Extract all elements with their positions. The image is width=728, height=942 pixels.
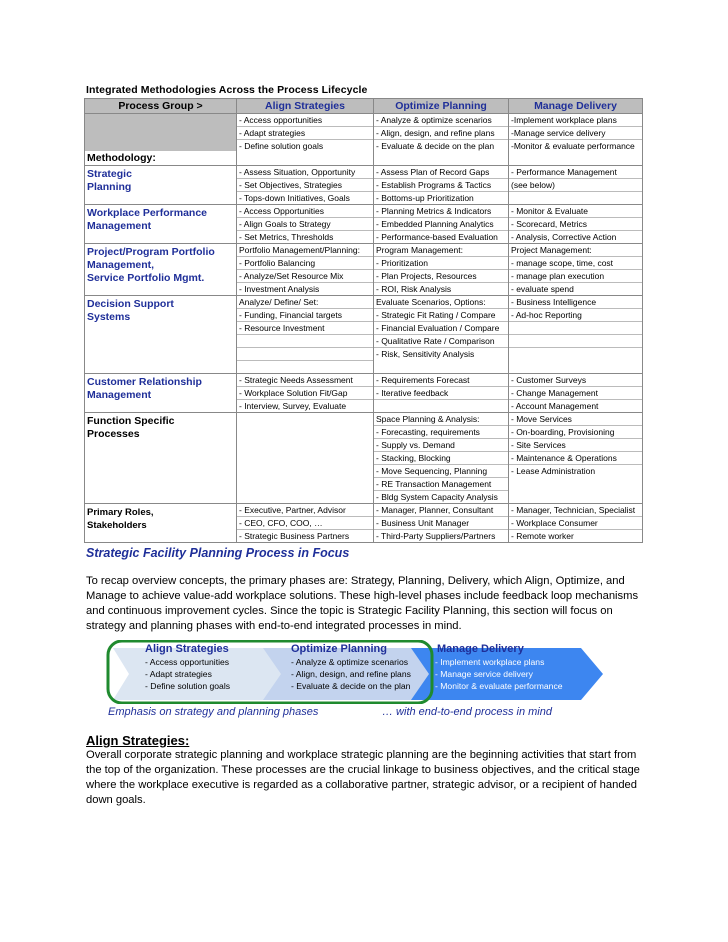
cell-line bbox=[237, 413, 373, 425]
table-cell bbox=[509, 296, 643, 374]
cell-line: - Embedded Planning Analytics bbox=[374, 217, 508, 230]
cell-line: - Move Services bbox=[511, 414, 572, 424]
table-cell bbox=[374, 205, 509, 244]
cell-line: - Forecasting, requirements bbox=[374, 425, 508, 438]
emphasis-left: Emphasis on strategy and planning phases bbox=[108, 706, 319, 718]
table-caption: Integrated Methodologies Across the Process Lifecycle bbox=[86, 84, 368, 96]
phase-item: - Evaluate & decide on the plan bbox=[291, 681, 411, 691]
cell-line: - RE Transaction Management bbox=[374, 477, 508, 490]
cell-line: - Workplace Consumer bbox=[509, 516, 642, 529]
align-heading: Align Strategies: bbox=[86, 733, 190, 748]
phase-item: - Manage service delivery bbox=[435, 669, 533, 679]
cell-line: - Access opportunities bbox=[239, 115, 323, 125]
cell-line: -Monitor & evaluate performance bbox=[509, 139, 642, 152]
cell-line: - Third-Party Suppliers/Partners bbox=[374, 529, 508, 542]
table-row bbox=[85, 166, 643, 205]
cell-line: - Align Goals to Strategy bbox=[237, 217, 373, 230]
cell-line: - Iterative feedback bbox=[374, 386, 508, 399]
cell-line: - Risk, Sensitivity Analysis bbox=[374, 347, 508, 360]
cell-line bbox=[509, 347, 642, 360]
table-row bbox=[85, 413, 643, 504]
cell-line: - Qualitative Rate / Comparison bbox=[374, 334, 508, 347]
cell-line: - Manager, Technician, Specialist bbox=[511, 505, 636, 515]
phase-items-align bbox=[145, 656, 230, 692]
cell-line: - Planning Metrics & Indicators bbox=[376, 206, 492, 216]
cell-line: - Financial Evaluation / Compare bbox=[374, 321, 508, 334]
phase-item: - Align, design, and refine plans bbox=[291, 669, 411, 679]
cell-line: - Analyze/Set Resource Mix bbox=[237, 269, 373, 282]
table-cell bbox=[237, 413, 374, 504]
row-label: Strategic Planning bbox=[87, 168, 132, 193]
table-cell bbox=[237, 166, 374, 205]
table-cell bbox=[509, 205, 643, 244]
emphasis-right: … with end-to-end process in mind bbox=[382, 706, 552, 718]
phase-item: - Adapt strategies bbox=[145, 669, 212, 679]
cell-line: - Prioritization bbox=[374, 256, 508, 269]
cell-line bbox=[509, 334, 642, 347]
cell-line: - Manager, Planner, Consultant bbox=[376, 505, 494, 515]
phase-items-deliver bbox=[435, 656, 563, 692]
phase-title-deliver: Manage Delivery bbox=[437, 643, 524, 655]
cell-line bbox=[237, 334, 373, 347]
gray-fill bbox=[85, 114, 236, 151]
cell-line: - Adapt strategies bbox=[237, 126, 373, 139]
cell-line: - Remote worker bbox=[509, 529, 642, 542]
cell-line: - Assess Plan of Record Gaps bbox=[376, 167, 490, 177]
table-cell bbox=[374, 166, 509, 205]
cell-line: - On-boarding, Provisioning bbox=[509, 425, 642, 438]
table-row bbox=[85, 374, 643, 413]
cell-line: - Performance-based Evaluation bbox=[374, 230, 508, 243]
cell-line: - Investment Analysis bbox=[237, 282, 373, 295]
row-label: Project/Program Portfolio Management, Service Portfolio Mgmt. bbox=[87, 246, 215, 284]
row-label: Function Specific Processes bbox=[87, 415, 175, 440]
cell-line: - Access Opportunities bbox=[239, 206, 325, 216]
table-cell bbox=[374, 413, 509, 504]
phase-items-optimize bbox=[291, 656, 411, 692]
cell-line: - Business Unit Manager bbox=[374, 516, 508, 529]
cell-line: - Customer Surveys bbox=[511, 375, 587, 385]
row-label: Customer Relationship Management bbox=[87, 376, 202, 401]
column-header: Manage Delivery bbox=[509, 99, 643, 114]
cell-line: - Align, design, and refine plans bbox=[374, 126, 508, 139]
table-row bbox=[85, 296, 643, 374]
process-flow bbox=[105, 640, 615, 704]
cell-line: -Implement workplace plans bbox=[511, 115, 617, 125]
cell-line: Portfolio Management/Planning: bbox=[239, 245, 360, 255]
cell-line: - Performance Management bbox=[511, 167, 617, 177]
phase-item: - Analyze & optimize scenarios bbox=[291, 657, 409, 667]
cell-line: - evaluate spend bbox=[509, 282, 642, 295]
cell-line: - Bottoms-up Prioritization bbox=[374, 191, 508, 204]
cell-line: - Set Objectives, Strategies bbox=[237, 178, 373, 191]
cell-line: - Portfolio Balancing bbox=[237, 256, 373, 269]
table-cell bbox=[374, 244, 509, 296]
column-header: Optimize Planning bbox=[374, 99, 509, 114]
cell-line: - Set Metrics, Thresholds bbox=[237, 230, 373, 243]
cell-line: Program Management: bbox=[376, 245, 463, 255]
header-items-cell bbox=[374, 114, 509, 166]
phase-item: - Monitor & evaluate performance bbox=[435, 681, 563, 691]
cell-line: - manage plan execution bbox=[509, 269, 642, 282]
phase-item: - Define solution goals bbox=[145, 681, 231, 691]
cell-line: -Manage service delivery bbox=[509, 126, 642, 139]
cell-line: - Analysis, Corrective Action bbox=[509, 230, 642, 243]
methodology-cell bbox=[85, 114, 237, 166]
cell-line: - Interview, Survey, Evaluate bbox=[237, 399, 373, 412]
cell-line: - CEO, CFO, COO, … bbox=[237, 516, 373, 529]
header-items-cell bbox=[509, 114, 643, 166]
cell-line: - Maintenance & Operations bbox=[509, 451, 642, 464]
cell-line: - Analyze & optimize scenarios bbox=[376, 115, 492, 125]
methodology-label: Methodology: bbox=[87, 152, 156, 164]
cell-line: - Change Management bbox=[509, 386, 642, 399]
row-label: Primary Roles, Stakeholders bbox=[87, 507, 154, 531]
cell-line: - Tops-down Initiatives, Goals bbox=[237, 191, 373, 204]
cell-line: - Site Services bbox=[509, 438, 642, 451]
table-cell bbox=[509, 166, 643, 205]
cell-line: - Funding, Financial targets bbox=[237, 308, 373, 321]
table-cell bbox=[374, 504, 509, 543]
cell-line bbox=[509, 321, 642, 334]
cell-line: - Strategic Needs Assessment bbox=[239, 375, 353, 385]
table-row bbox=[85, 244, 643, 296]
cell-line bbox=[374, 399, 508, 412]
cell-line: - Monitor & Evaluate bbox=[511, 206, 589, 216]
cell-line: - Requirements Forecast bbox=[376, 375, 470, 385]
table-cell bbox=[509, 413, 643, 504]
cell-line: - Ad-hoc Reporting bbox=[509, 308, 642, 321]
align-paragraph: Overall corporate strategic planning and workplace strategic planning are the beginning activities that start from the top of the organization. These processes are the crucial linkage to business objectives, and the critical stage where the workplace executive is regarded as a collaborative partner, strategic advisor, or a recipient of handed down goals. bbox=[86, 749, 640, 806]
column-header: Align Strategies bbox=[237, 99, 374, 114]
cell-line: - Strategic Fit Rating / Compare bbox=[374, 308, 508, 321]
cell-line: Analyze/ Define/ Set: bbox=[239, 297, 319, 307]
table-row bbox=[85, 504, 643, 543]
row-label: Workplace Performance Management bbox=[87, 207, 208, 232]
cell-line: - Business Intelligence bbox=[511, 297, 597, 307]
cell-line: - Executive, Partner, Advisor bbox=[239, 505, 346, 515]
recap-paragraph: To recap overview concepts, the primary phases are: Strategy, Planning, Delivery, which Align, Optimize, and Manage to achieve value-add workplace solutions. These high-level phases include feedback loop mechanisms and continuous improvement cycles. Since the topic is Strategic Facility Planning, this section will focus on strategy and planning phases with end-to-end integrated processes in mind. bbox=[86, 575, 639, 632]
table-row bbox=[85, 205, 643, 244]
section-title: Strategic Facility Planning Process in Focus bbox=[86, 546, 350, 560]
header-items-cell bbox=[237, 114, 374, 166]
phase-item: - Implement workplace plans bbox=[435, 657, 545, 667]
table-cell bbox=[237, 374, 374, 413]
table-cell bbox=[374, 374, 509, 413]
cell-line: Space Planning & Analysis: bbox=[376, 414, 480, 424]
table-cell bbox=[237, 205, 374, 244]
cell-line: Project Management: bbox=[511, 245, 592, 255]
table-cell bbox=[374, 296, 509, 374]
cell-line: - manage scope, time, cost bbox=[509, 256, 642, 269]
table-cell bbox=[237, 296, 374, 374]
cell-line: - Establish Programs & Tactics bbox=[374, 178, 508, 191]
cell-line: - Strategic Business Partners bbox=[237, 529, 373, 542]
table-cell bbox=[237, 244, 374, 296]
process-group-label: Process Group > bbox=[85, 99, 237, 114]
cell-line: - Define solution goals bbox=[237, 139, 373, 152]
table-cell bbox=[237, 504, 374, 543]
cell-line: - Lease Administration bbox=[509, 464, 642, 477]
cell-line: - Bldg System Capacity Analysis bbox=[374, 490, 508, 503]
cell-line: - Resource Investment bbox=[237, 321, 373, 334]
cell-line bbox=[509, 191, 642, 204]
cell-line: - Move Sequencing, Planning bbox=[374, 464, 508, 477]
row-label: Decision Support Systems bbox=[87, 298, 174, 323]
cell-line bbox=[237, 360, 373, 373]
cell-line: - Supply vs. Demand bbox=[374, 438, 508, 451]
cell-line: - Evaluate & decide on the plan bbox=[374, 139, 508, 152]
cell-line: - Assess Situation, Opportunity bbox=[239, 167, 356, 177]
cell-line: - Workplace Solution Fit/Gap bbox=[237, 386, 373, 399]
phase-title-align: Align Strategies bbox=[145, 643, 229, 655]
phase-item: - Access opportunities bbox=[145, 657, 230, 667]
table-cell bbox=[509, 374, 643, 413]
cell-line: - Scorecard, Metrics bbox=[509, 217, 642, 230]
methodology-matrix bbox=[84, 98, 643, 543]
cell-line: - Plan Projects, Resources bbox=[374, 269, 508, 282]
cell-line: - ROI, Risk Analysis bbox=[374, 282, 508, 295]
table-cell bbox=[509, 504, 643, 543]
table-cell bbox=[509, 244, 643, 296]
cell-line: - Stacking, Blocking bbox=[374, 451, 508, 464]
cell-line: Evaluate Scenarios, Options: bbox=[376, 297, 486, 307]
cell-line bbox=[237, 347, 373, 360]
cell-line: - Account Management bbox=[509, 399, 642, 412]
phase-title-optimize: Optimize Planning bbox=[291, 643, 387, 655]
cell-line: (see below) bbox=[509, 178, 642, 191]
